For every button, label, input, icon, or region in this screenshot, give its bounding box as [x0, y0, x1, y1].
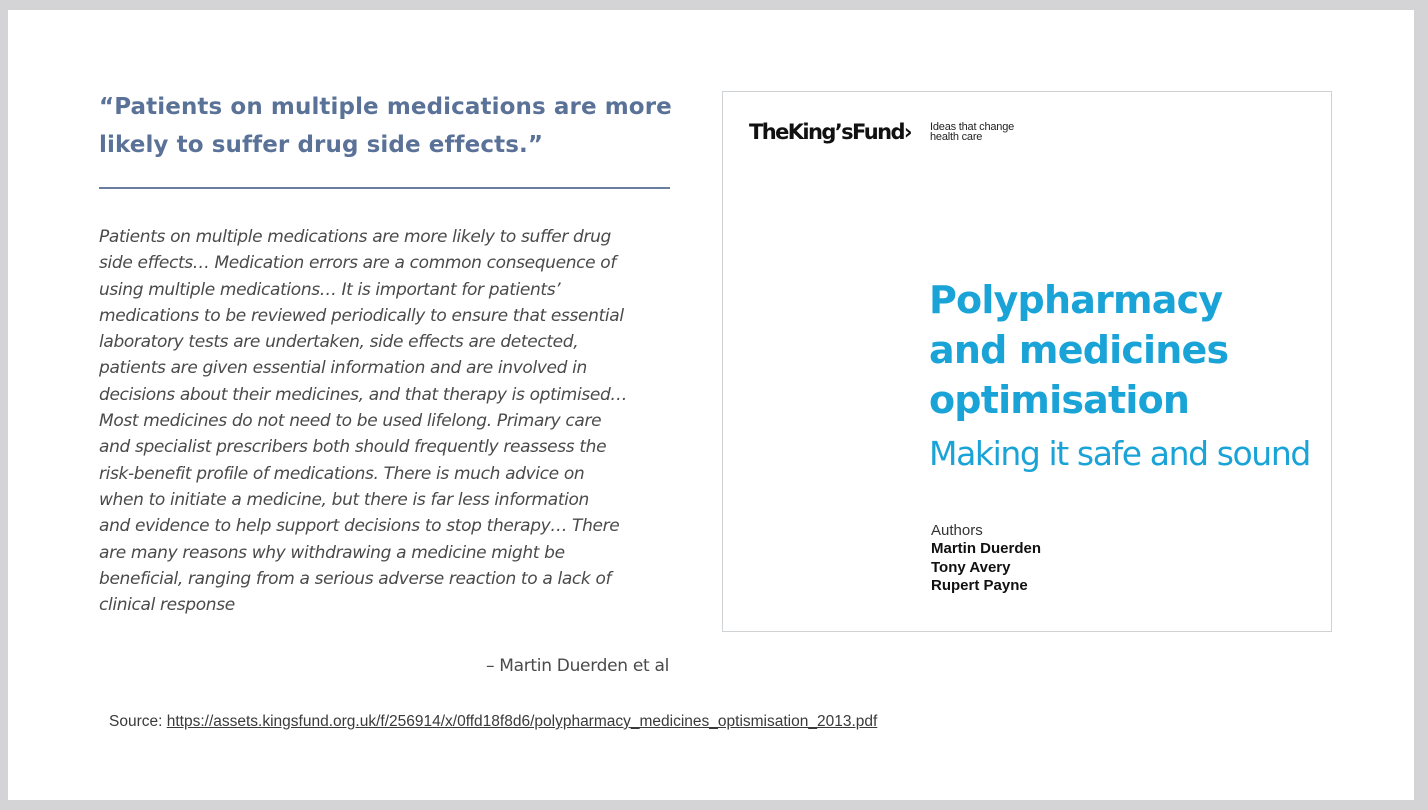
- cover-subtitle: Making it safe and sound: [929, 434, 1310, 473]
- slide: [8, 10, 1414, 800]
- quote-line: clinical response: [99, 595, 235, 616]
- source-label: Source:: [109, 713, 167, 730]
- kings-fund-logo-text: TheKing’sFund: [749, 120, 904, 144]
- quote-line: and specialist prescribers both should frequently reassess the: [99, 437, 607, 458]
- quote-line: are many reasons why withdrawing a medicine might be: [99, 542, 565, 563]
- cover-title-line: optimisation: [929, 378, 1190, 422]
- quote-line: and evidence to help support decisions to stop therapy… There: [99, 516, 620, 537]
- author-name: Martin Duerden: [931, 540, 1042, 557]
- chevron-right-icon: ›: [903, 120, 913, 144]
- kings-fund-logo: [749, 120, 913, 144]
- cover-title-line: and medicines: [929, 328, 1229, 372]
- logo-tagline: [930, 122, 1040, 142]
- source-link[interactable]: https://assets.kingsfund.org.uk/f/256914/x/0ffd18f8d6/polypharmacy_medicines_optismisation_2013.pdf: [166, 713, 878, 730]
- quote-line: when to initiate a medicine, but there is far less information: [99, 489, 589, 510]
- quote-line: Patients on multiple medications are more likely to suffer drug: [99, 227, 611, 247]
- divider-rule: [99, 187, 670, 189]
- quote-line: side effects… Medication errors are a common consequence of: [99, 253, 616, 274]
- cover-title: [929, 275, 1319, 425]
- report-cover-image: [722, 91, 1332, 632]
- source-citation: [109, 713, 877, 731]
- quote-line: decisions about their medicines, and that therapy is optimised…: [99, 384, 628, 405]
- author-name: Rupert Payne: [931, 577, 1028, 595]
- author-name: Tony Avery: [931, 558, 1011, 576]
- quote-line: patients are given essential information and are involved in: [99, 358, 587, 379]
- cover-title-line: Polypharmacy: [929, 278, 1223, 322]
- quote-line: medications to be reviewed periodically to ensure that essential: [99, 305, 624, 326]
- tagline-line: Ideas that change: [930, 121, 1015, 133]
- pull-quote-headline: “Patients on multiple medications are more likely to suffer drug side effects.”: [99, 94, 672, 158]
- tagline-line: health care: [930, 131, 983, 143]
- quote-line: risk-benefit profile of medications. There is much advice on: [99, 463, 585, 484]
- quote-line: beneficial, ranging from a serious adverse reaction to a lack of: [99, 568, 612, 589]
- quote-attribution: – Martin Duerden et al: [485, 656, 669, 676]
- authors-label: Authors: [931, 522, 983, 539]
- quote-line: laboratory tests are undertaken, side effects are detected,: [99, 332, 579, 353]
- authors-list: [931, 540, 1041, 596]
- quote-line: using multiple medications… It is important for patients’: [99, 279, 561, 300]
- quote-line: Most medicines do not need to be used lifelong. Primary care: [99, 411, 602, 432]
- quote-body: [99, 224, 679, 618]
